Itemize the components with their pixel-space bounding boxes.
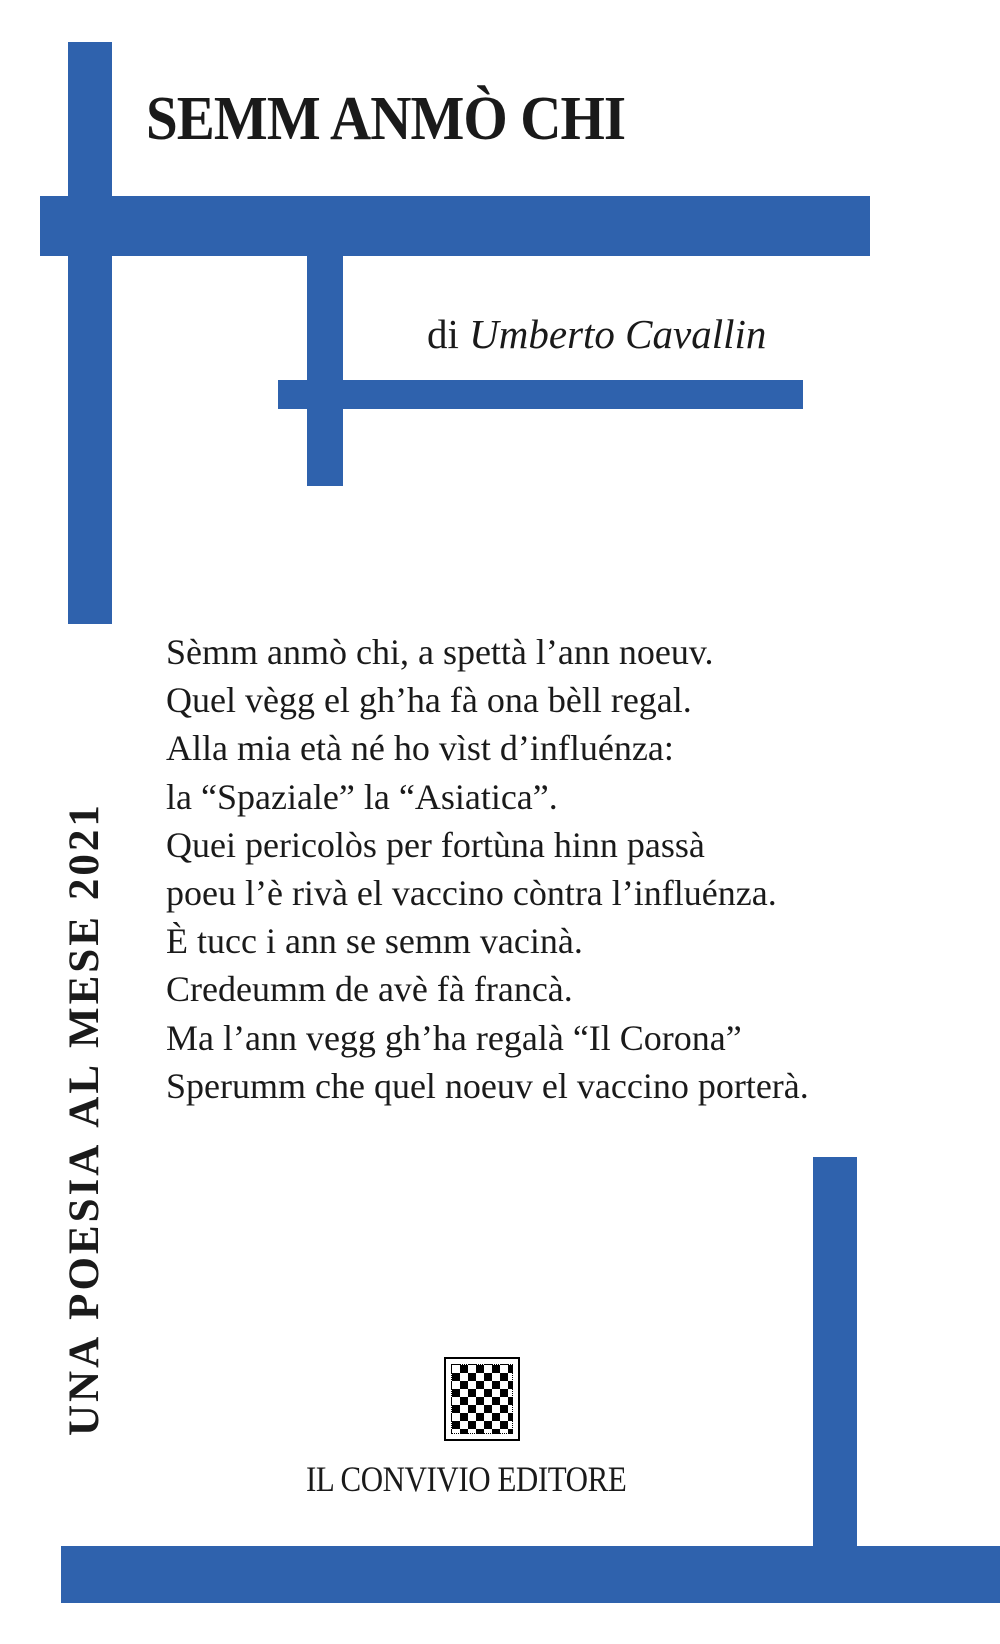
poem-line: Alla mia età né ho vìst d’influénza: xyxy=(166,728,674,769)
series-word: 2021 xyxy=(61,802,108,901)
series-word: AL xyxy=(61,1061,108,1128)
poem-line: Sperumm che quel noeuv el vaccino porterà. xyxy=(166,1065,809,1106)
poem-line: È tucc i ann se semm vacinà. xyxy=(166,921,583,962)
poem-line: Credeumm de avè fà francà. xyxy=(166,969,573,1010)
logo-board xyxy=(451,1364,513,1434)
inner-vertical-bar xyxy=(307,256,343,486)
series-word: POESIA xyxy=(61,1141,108,1320)
inner-horizontal-bar xyxy=(278,380,803,409)
poem-line: poeu l’è rivà el vaccino còntra l’influénza. xyxy=(166,872,777,913)
series-label xyxy=(63,726,107,1436)
poem-line: Ma l’ann vegg gh’ha regalà “Il Corona” xyxy=(166,1017,742,1058)
poem-line: la “Spaziale” la “Asiatica”. xyxy=(166,776,558,817)
series-word: MESE xyxy=(61,914,108,1048)
author-byline xyxy=(427,310,766,358)
left-vertical-bar xyxy=(68,42,112,624)
checkerboard-logo-icon xyxy=(444,1357,520,1441)
byline-prefix: di xyxy=(427,311,459,357)
bottom-horizontal-bar xyxy=(61,1546,1000,1603)
series-word: UNA xyxy=(61,1333,108,1436)
author-name: Umberto Cavallin xyxy=(469,311,767,357)
poem-line: Sèmm anmò chi, a spettà l’ann noeuv. xyxy=(166,632,714,672)
poem-line: Quei pericolòs per fortùna hinn passà xyxy=(166,824,705,865)
publisher-name: IL CONVIVIO EDITORE xyxy=(306,1459,627,1499)
book-title: SEMM ANMÒ CHI xyxy=(146,85,626,153)
poem-text xyxy=(166,628,809,1110)
top-horizontal-bar xyxy=(40,196,870,256)
poem-line: Quel vègg el gh’ha fà ona bèll regal. xyxy=(166,680,692,721)
right-vertical-bar xyxy=(813,1157,857,1547)
